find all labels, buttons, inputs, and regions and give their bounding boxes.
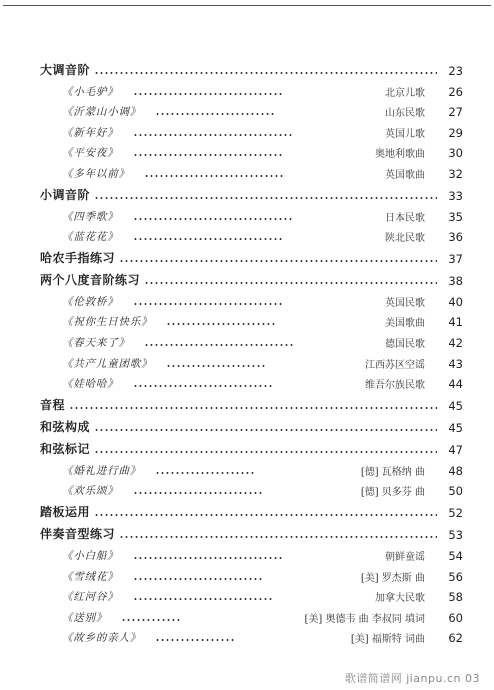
song-origin: [美] 罗杰斯 曲 (361, 569, 425, 584)
toc-song-row[interactable] (40, 563, 463, 584)
page-number: 58 (441, 590, 463, 604)
dot-leader (69, 407, 437, 409)
watermark: 歌谱简谱网 jianpu.cn 03 (344, 672, 480, 685)
page-number: 60 (441, 611, 463, 625)
song-title: 《沂蒙山小调》 (62, 106, 142, 119)
page-number: 47 (441, 443, 463, 457)
page-number: 30 (441, 146, 463, 160)
song-origin: [美] 奥德韦 曲 李叔同 填词 (304, 610, 425, 625)
toc-song-row[interactable] (40, 288, 463, 309)
section-title: 伴奏音型练习 (40, 527, 116, 542)
toc-section-row[interactable] (40, 183, 463, 203)
section-title: 哈农手指练习 (40, 251, 116, 266)
page-number: 29 (441, 126, 463, 140)
song-title: 《祝你生日快乐》 (62, 316, 153, 329)
dot-leader (94, 72, 437, 74)
song-title: 《送别》 (62, 611, 108, 624)
section-title: 踏板运用 (40, 505, 91, 520)
page-number: 45 (441, 421, 463, 435)
toc-song-row[interactable] (40, 329, 463, 350)
toc-song-row[interactable] (40, 203, 463, 224)
dot-leader (133, 598, 273, 600)
page-number: 62 (441, 631, 463, 645)
song-title: 《平安夜》 (62, 147, 119, 160)
dot-leader (155, 113, 275, 115)
page-number: 50 (441, 484, 463, 498)
song-origin: [德] 贝多芬 曲 (361, 483, 425, 498)
dot-leader (119, 536, 437, 538)
song-origin: 加拿大民歌 (375, 589, 425, 604)
section-title: 音程 (40, 398, 66, 413)
top-border (3, 5, 491, 6)
dot-leader (94, 451, 437, 453)
song-origin: 英国歌曲 (385, 166, 425, 181)
song-title: 《伦敦桥》 (62, 295, 119, 308)
toc-song-row[interactable] (40, 78, 463, 99)
song-title: 《新年好》 (62, 126, 119, 139)
toc-song-row[interactable] (40, 625, 463, 646)
section-title: 小调音阶 (40, 187, 91, 202)
song-title: 《欢乐颂》 (62, 485, 119, 498)
page-number: 41 (441, 315, 463, 329)
toc-song-row[interactable] (40, 371, 463, 392)
song-title: 《小白船》 (62, 549, 119, 562)
page-number: 35 (441, 210, 463, 224)
dot-leader (133, 134, 293, 136)
dot-leader (144, 344, 294, 346)
song-title: 《蓝花花》 (62, 231, 119, 244)
toc-song-row[interactable] (40, 99, 463, 120)
song-origin: 北京儿歌 (385, 84, 425, 99)
page-number: 43 (441, 357, 463, 371)
toc-song-row[interactable] (40, 478, 463, 499)
toc-song-row[interactable] (40, 457, 463, 478)
section-title: 和弦构成 (40, 420, 91, 435)
song-origin: 英国民歌 (385, 294, 425, 309)
toc-song-row[interactable] (40, 350, 463, 371)
dot-leader (94, 514, 437, 516)
song-title: 《故乡的亲人》 (62, 632, 142, 645)
page-number: 48 (441, 464, 463, 478)
dot-leader (133, 218, 293, 220)
toc-song-row[interactable] (40, 140, 463, 161)
song-title: 《四季歌》 (62, 210, 119, 223)
dot-leader (144, 175, 284, 177)
song-origin: 奥地利歌曲 (375, 145, 425, 160)
song-origin: 英国儿歌 (385, 125, 425, 140)
song-title: 《红河谷》 (62, 591, 119, 604)
dot-leader (121, 619, 181, 621)
song-title: 《多年以前》 (62, 167, 130, 180)
page-number: 54 (441, 549, 463, 563)
dot-leader (133, 492, 263, 494)
page-number: 42 (441, 336, 463, 350)
song-title: 《共产儿童团歌》 (62, 357, 153, 370)
song-origin: 陕北民歌 (385, 229, 425, 244)
song-title: 《小毛驴》 (62, 85, 119, 98)
toc-song-row[interactable] (40, 309, 463, 330)
table-of-contents (40, 56, 463, 645)
song-title: 《婚礼进行曲》 (62, 464, 142, 477)
page-number: 45 (441, 399, 463, 413)
dot-leader (133, 303, 283, 305)
song-origin: [德] 瓦格纳 曲 (361, 463, 425, 478)
song-origin: 山东民歌 (385, 104, 425, 119)
song-origin: 朝鲜童谣 (385, 548, 425, 563)
dot-leader (133, 154, 283, 156)
dot-leader (119, 260, 437, 262)
toc-section-row[interactable] (40, 415, 463, 435)
page-number: 53 (441, 528, 463, 542)
toc-song-row[interactable] (40, 584, 463, 605)
page-number: 52 (441, 506, 463, 520)
page-number: 56 (441, 570, 463, 584)
song-title: 《雪绒花》 (62, 570, 119, 583)
page-number: 36 (441, 230, 463, 244)
song-origin: 维吾尔族民歌 (365, 376, 425, 391)
dot-leader (94, 429, 437, 431)
toc-song-row[interactable] (40, 542, 463, 563)
toc-section-row[interactable] (40, 522, 463, 542)
section-title: 和弦标记 (40, 442, 91, 457)
toc-song-row[interactable] (40, 119, 463, 140)
toc-song-row[interactable] (40, 604, 463, 625)
page-number: 38 (441, 274, 463, 288)
dot-leader (166, 365, 266, 367)
dot-leader (133, 93, 283, 95)
toc-section-row[interactable] (40, 246, 463, 266)
toc-section-row[interactable] (40, 500, 463, 520)
song-title: 《春天来了》 (62, 336, 130, 349)
dot-leader (133, 557, 283, 559)
song-title: 《娃哈哈》 (62, 378, 119, 391)
song-origin: 德国民歌 (385, 335, 425, 350)
toc-song-row[interactable] (40, 160, 463, 181)
toc-section-row[interactable] (40, 268, 463, 288)
dot-leader (133, 385, 273, 387)
song-origin: 江西苏区空谣 (365, 356, 425, 371)
toc-song-row[interactable] (40, 224, 463, 245)
toc-section-row[interactable] (40, 393, 463, 413)
toc-section-row[interactable] (40, 58, 463, 78)
section-title: 两个八度音阶练习 (40, 273, 141, 288)
dot-leader (94, 197, 437, 199)
dot-leader (144, 282, 437, 284)
page-number: 26 (441, 85, 463, 99)
page-number: 44 (441, 377, 463, 391)
song-origin: 日本民歌 (385, 209, 425, 224)
dot-leader (155, 472, 255, 474)
song-origin: 美国歌曲 (385, 314, 425, 329)
page-number: 23 (441, 64, 463, 78)
dot-leader (155, 639, 235, 641)
dot-leader (166, 323, 276, 325)
section-title: 大调音阶 (40, 63, 91, 77)
page-number: 32 (441, 167, 463, 181)
page-number: 40 (441, 295, 463, 309)
dot-leader (133, 578, 263, 580)
page-number: 37 (441, 252, 463, 266)
dot-leader (133, 238, 283, 240)
song-origin: [美] 福斯特 词曲 (351, 630, 425, 645)
page-number: 27 (441, 105, 463, 119)
toc-section-row[interactable] (40, 437, 463, 457)
page-number: 33 (441, 189, 463, 203)
